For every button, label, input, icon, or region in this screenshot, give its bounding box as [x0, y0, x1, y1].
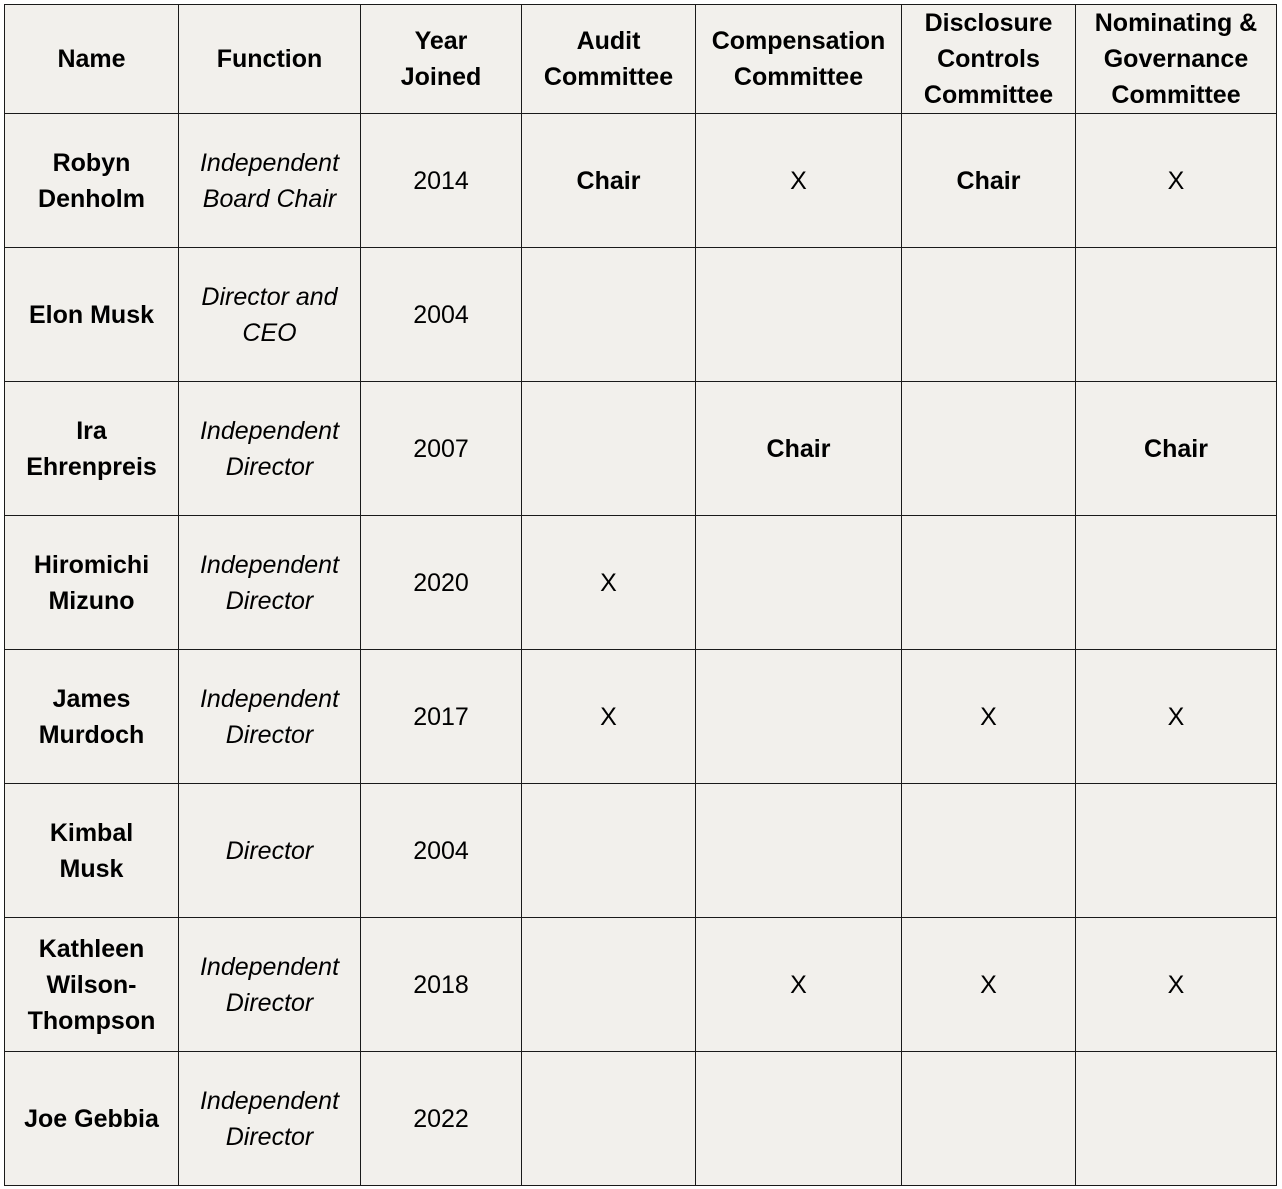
function-line: Director — [225, 720, 314, 749]
function-line: Independent — [199, 148, 340, 177]
cell-function — [179, 918, 361, 1052]
cell-audit-committee — [522, 248, 696, 382]
name-line: Kathleen — [38, 934, 145, 963]
cell-year-joined: 2022 — [361, 1052, 522, 1186]
header-name — [5, 5, 179, 114]
table-body — [5, 114, 1277, 1186]
cell-nominating-committee: X — [1076, 918, 1277, 1052]
function-line: Independent — [199, 684, 340, 713]
table-row — [5, 650, 1277, 784]
cell-compensation-committee — [696, 784, 902, 918]
header-line: Committee — [1111, 81, 1241, 109]
header-function — [179, 5, 361, 114]
cell-year-joined: 2014 — [361, 114, 522, 248]
name-line: Joe Gebbia — [24, 1104, 159, 1133]
header-line: Committee — [923, 81, 1054, 109]
cell-nominating-committee — [1076, 516, 1277, 650]
cell-function — [179, 516, 361, 650]
function-line: Director — [225, 586, 314, 615]
header-line: Disclosure — [924, 9, 1053, 37]
cell-name — [5, 516, 179, 650]
cell-disclosure-committee: X — [902, 918, 1076, 1052]
cell-year-joined: 2007 — [361, 382, 522, 516]
cell-disclosure-committee — [902, 1052, 1076, 1186]
cell-audit-committee — [522, 1052, 696, 1186]
header-line: Year — [414, 27, 468, 55]
table-row — [5, 114, 1277, 248]
name-line: Elon Musk — [28, 300, 154, 329]
name-line: Wilson- — [46, 970, 137, 999]
cell-name — [5, 1052, 179, 1186]
header-line: Committee — [543, 63, 674, 91]
table-row — [5, 248, 1277, 382]
cell-disclosure-committee: X — [902, 650, 1076, 784]
header-row — [5, 5, 1277, 114]
function-line: Director — [225, 836, 314, 865]
header-audit-committee — [522, 5, 696, 114]
table-row — [5, 382, 1277, 516]
name-line: Thompson — [27, 1006, 156, 1035]
cell-compensation-committee: X — [696, 918, 902, 1052]
cell-nominating-committee: X — [1076, 114, 1277, 248]
function-line: Director — [225, 452, 314, 481]
cell-disclosure-committee — [902, 516, 1076, 650]
table-row — [5, 516, 1277, 650]
cell-nominating-committee: X — [1076, 650, 1277, 784]
table-header — [5, 5, 1277, 114]
header-year-joined — [361, 5, 522, 114]
cell-compensation-committee — [696, 248, 902, 382]
cell-name — [5, 114, 179, 248]
header-line: Function — [216, 45, 323, 73]
cell-disclosure-committee — [902, 382, 1076, 516]
header-line: Compensation — [711, 27, 886, 55]
function-line: Independent — [199, 1086, 340, 1115]
name-line: Musk — [59, 854, 124, 883]
function-line: Independent — [199, 550, 340, 579]
cell-function — [179, 650, 361, 784]
cell-compensation-committee: X — [696, 114, 902, 248]
cell-disclosure-committee — [902, 248, 1076, 382]
name-line: Kimbal — [49, 818, 134, 847]
cell-name — [5, 248, 179, 382]
function-line: Director and — [201, 282, 338, 311]
header-line: Nominating & — [1094, 9, 1258, 37]
cell-name — [5, 650, 179, 784]
cell-year-joined: 2004 — [361, 784, 522, 918]
cell-name — [5, 784, 179, 918]
cell-audit-committee: Chair — [522, 114, 696, 248]
name-line: Murdoch — [38, 720, 145, 749]
cell-year-joined: 2020 — [361, 516, 522, 650]
cell-function — [179, 784, 361, 918]
cell-nominating-committee — [1076, 784, 1277, 918]
cell-nominating-committee: Chair — [1076, 382, 1277, 516]
function-line: CEO — [242, 318, 297, 347]
table-row — [5, 784, 1277, 918]
cell-function — [179, 248, 361, 382]
cell-compensation-committee — [696, 650, 902, 784]
header-line: Controls — [937, 45, 1040, 73]
name-line: Mizuno — [48, 586, 135, 615]
cell-compensation-committee — [696, 1052, 902, 1186]
cell-audit-committee — [522, 382, 696, 516]
table-row — [5, 1052, 1277, 1186]
cell-nominating-committee — [1076, 1052, 1277, 1186]
cell-year-joined: 2017 — [361, 650, 522, 784]
cell-function — [179, 114, 361, 248]
name-line: James — [52, 684, 131, 713]
function-line: Independent — [199, 416, 340, 445]
header-line: Joined — [400, 63, 482, 91]
name-line: Robyn — [52, 148, 131, 177]
header-nominating-governance-committee — [1076, 5, 1277, 114]
function-line: Director — [225, 988, 314, 1017]
cell-year-joined: 2004 — [361, 248, 522, 382]
cell-audit-committee: X — [522, 516, 696, 650]
header-line: Governance — [1103, 45, 1249, 73]
function-line: Board Chair — [202, 184, 337, 213]
function-line: Independent — [199, 952, 340, 981]
cell-disclosure-committee: Chair — [902, 114, 1076, 248]
table-row — [5, 918, 1277, 1052]
cell-name — [5, 382, 179, 516]
cell-disclosure-committee — [902, 784, 1076, 918]
name-line: Ehrenpreis — [26, 452, 157, 481]
cell-audit-committee — [522, 918, 696, 1052]
cell-audit-committee: X — [522, 650, 696, 784]
header-disclosure-controls-committee — [902, 5, 1076, 114]
cell-function — [179, 1052, 361, 1186]
cell-name — [5, 918, 179, 1052]
cell-compensation-committee: Chair — [696, 382, 902, 516]
cell-audit-committee — [522, 784, 696, 918]
name-line: Hiromichi — [33, 550, 150, 579]
cell-year-joined: 2018 — [361, 918, 522, 1052]
function-line: Director — [225, 1122, 314, 1151]
cell-compensation-committee — [696, 516, 902, 650]
name-line: Ira — [76, 416, 107, 445]
cell-nominating-committee — [1076, 248, 1277, 382]
header-line: Audit — [576, 27, 641, 55]
board-committee-table — [4, 4, 1277, 1186]
header-compensation-committee — [696, 5, 902, 114]
cell-function — [179, 382, 361, 516]
header-line: Name — [57, 45, 126, 73]
name-line: Denholm — [38, 184, 145, 213]
header-line: Committee — [733, 63, 864, 91]
